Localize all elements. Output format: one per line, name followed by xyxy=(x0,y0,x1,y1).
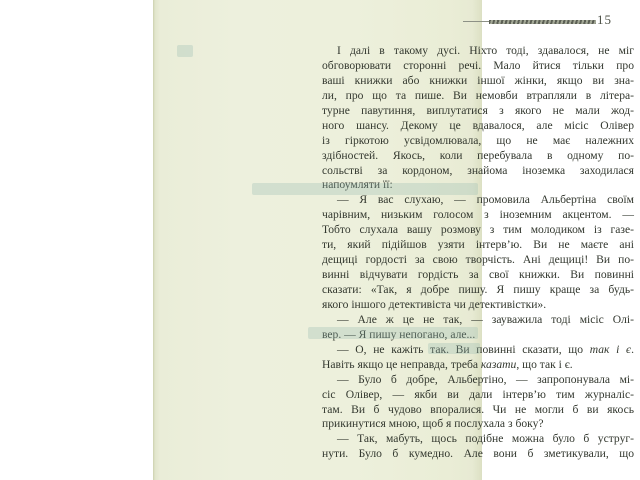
text-line: Тобто слухала вашу розмову з тим молодиком із газе- xyxy=(322,223,634,237)
text-line: дещиці гордості за свою творчість. Ані дещиці! Ви по- xyxy=(322,253,634,267)
text-line: здібностей. Якось, коли перебувала в одному по- xyxy=(322,148,634,162)
text-line: ли, про що та пише. Ви немовби втрапляли в літера- xyxy=(322,88,634,102)
text-line: напоумляти її: xyxy=(322,178,393,192)
scan-artifact xyxy=(177,45,193,57)
text-line: сказати: «Так, я добре пишу. Я пишу краще за будь- xyxy=(322,283,634,296)
text-line: там. Ви б чудово впоралися. Чи не могли б ви якось xyxy=(322,402,634,416)
text-line: чарівним, низьким голосом з іноземним акцентом. — xyxy=(322,208,634,222)
text-line: якого іншого детективіста чи детективістки». xyxy=(322,297,547,311)
text-line: із гіркотою усвідомлювала, що не має належних xyxy=(322,133,634,147)
text-line: Навіть якщо це неправда, треба казати, що так і є. xyxy=(322,357,573,371)
text-line: нути. Було б кумедно. Але вони б зметикували, що xyxy=(322,447,634,461)
text-line: — Було б добре, Альбертіно, — запропонувала мі- xyxy=(337,372,634,386)
text-line: І далі в такому дусі. Ніхто тоді, здавалося, не міг xyxy=(337,44,634,57)
text-line: винні відчувати гордість за свої книжки. Ви повинні xyxy=(322,268,634,282)
text-line: обговорювати сторонні речі. Мало йтися тільки про xyxy=(322,58,634,72)
page-number: 15 xyxy=(597,12,612,27)
text-line: — Але ж це не так, — зауважила тоді місіс Олі- xyxy=(337,312,634,326)
scan-artifact xyxy=(308,327,478,339)
text-line: турне павутиння, виплутатися з якого не мали жод- xyxy=(322,103,634,117)
text-line: — Я вас слухаю, — промовила Альбертіна своїм xyxy=(337,193,634,207)
text-line: — О, не кажіть так. Ви повинні сказати, що так і є. xyxy=(337,342,634,356)
scan-artifact xyxy=(428,343,480,354)
text-line: прикинутися мною, щоб я послухала з боку? xyxy=(322,417,544,431)
header-rule-thick xyxy=(489,20,596,24)
scan-artifact xyxy=(252,183,478,195)
text-line: ти, який підійшов узяти інтерв’ю. Ви не маєте ані xyxy=(322,238,634,252)
text-line: сольстві за кордоном, знайома іноземка заходилася xyxy=(322,163,634,177)
book-page xyxy=(153,0,634,480)
text-line: ного шансу. Декому це вдавалося, але місіс Олівер xyxy=(322,118,634,132)
text-line: вер. — Я пишу непогано, але... xyxy=(322,327,476,341)
text-line: — Так, мабуть, щось подібне можна було б уструг- xyxy=(337,432,634,446)
text-line: сіс Олівер, — якби ви дали інтерв’ю тим журналіс- xyxy=(322,387,634,401)
text-block xyxy=(322,44,634,462)
text-line: ваші книжки або книжки іншої жінки, якщо ви зна- xyxy=(322,73,634,87)
